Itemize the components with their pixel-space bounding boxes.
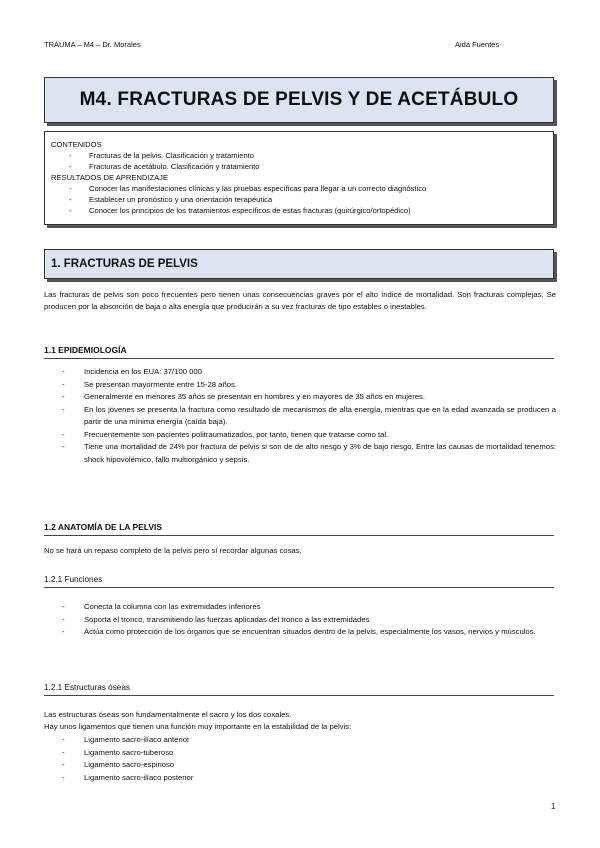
outcome-item-text: Establecer un pronóstico y una orientación terapéutica (89, 195, 273, 204)
section-heading-box (44, 249, 554, 279)
list-item-text: Incidencia en los EUA: 37/100 000 (84, 367, 202, 376)
outcome-item-text: Conocer los principios de los tratamientos específicos de estas fracturas (quirúrgico/ortopédico) (89, 206, 411, 215)
outcome-item: - Conocer los principios de los tratamientos específicos de estas fracturas (quirúrgico/ortopédico) (69, 206, 411, 215)
anatomy-intro: No se hará un repaso completo de la pelvis pero sí recordar algunas cosas. (44, 546, 302, 555)
outcome-item: - Conocer las manifestaciones clínicas y las pruebas específicas para llegar a un correcto diagnóstico (69, 184, 427, 193)
list-item-text: Tiene una mortalidad de 24% por fractura de pelvis si son de de alto riesgo y 3% de bajo riesgo. Entre las causas de mortalidad tenemos: shock hipovolémico, fallo multiorgánico y sepsis. (84, 442, 556, 464)
contents-heading: CONTENIDOS (51, 140, 102, 149)
list-item: - Generalmente en menores 35 años se presentan en hombres y en mayores de 35 años en mujeres. (62, 392, 426, 401)
list-item-text: Ligamento sacro-tuberoso (84, 747, 174, 757)
ligaments-list (44, 734, 556, 784)
subsection-heading-functions: 1.2.1 Funciones (44, 575, 554, 588)
section-heading: 1. FRACTURAS DE PELVIS (51, 258, 198, 270)
contents-item-text: Fracturas de acetábulo. Clasificación y tratamiento (89, 162, 260, 171)
outcome-item: - Establecer un pronóstico y una orientación terapéutica (69, 195, 273, 204)
list-item-text: Conecta la columna con las extremidades inferiores (84, 602, 261, 611)
list-item: - Tiene una mortalidad de 24% por fractura de pelvis si son de de alto riesgo y 3% de bajo riesgo. Entre las causas de mortalidad tenemos: shock hipovolémico, fallo multiorgánico y sepsis. (62, 442, 556, 464)
subsection-heading-anatomy: 1.2 ANATOMÍA DE LA PELVIS (44, 522, 554, 536)
contents-item: - Fracturas de acetábulo. Clasificación y tratamiento (69, 162, 260, 171)
list-item-text: Frecuentemente son pacientes politraumatizados, por tanto, tienen que tratarse como tal. (84, 429, 389, 439)
list-item: - Frecuentemente son pacientes politraumatizados, por tanto, tienen que tratarse como tal. (62, 429, 389, 439)
list-item: - En los jóvenes se presenta la fractura como resultado de mecanismos de alta energía, mientras que en la edad avanzada se producen a partir de una mínima energía (caída baja). (62, 404, 556, 426)
list-item: - Ligamento sacro-ilíaco posterior (62, 772, 194, 782)
list-item: - Ligamento sacro-tuberoso (62, 747, 174, 757)
list-item: - Se presentan mayormente entre 15-28 años. (62, 379, 237, 389)
list-item-text: En los jóvenes se presenta la fractura como resultado de mecanismos de alta energía, mientras que en la edad avanzada se producen a partir de una mínima energía (caída baja). (84, 404, 556, 426)
list-item: - Soporta el tronco, transmitiendo las fuerzas aplicadas del tronco a las extremidades (62, 614, 370, 624)
bones-line-2: Hay unos ligamentos que tienen una función muy importante en la estabilidad de la pelvis: (44, 722, 352, 731)
list-item: - Actúa como protección de los órganos que se encuentran situados dentro de la pelvis, especialmente los vasos, nervios y músculos. (62, 627, 536, 636)
page-number: 1 (551, 802, 556, 811)
list-item-text: Generalmente en menores 35 años se presentan en hombres y en mayores de 35 años en mujeres. (84, 392, 426, 401)
subsection-heading-bones: 1.2.1 Estructuras óseas (44, 683, 554, 696)
bones-line-1: Las estructuras óseas son fundamentalmente el sacro y los dos coxales. (44, 710, 292, 719)
functions-list (44, 601, 556, 639)
intro-paragraph: Las fracturas de pelvis son poco frecuentes pero tienen unas consecuencias graves por el alto índice de mortalidad. Son fracturas complejas. Se producen por la absorción de baja o alta energía que producirán a su vez fracturas de tipo estables o inestables. (44, 290, 556, 311)
list-item: - Ligamento sacro-ilíaco anterior (62, 735, 190, 744)
list-item-text: Ligamento sacro-ilíaco anterior (84, 735, 190, 744)
title-box (44, 77, 554, 123)
header-course: TRAUMA – M4 – Dr. Morales (44, 40, 141, 49)
contents-box (44, 131, 554, 225)
outcome-item-text: Conocer las manifestaciones clínicas y las pruebas específicas para llegar a un correcto diagnóstico (89, 184, 427, 193)
contents-item: - Fracturas de la pelvis. Clasificación y tratamiento (69, 151, 255, 160)
outcomes-heading: RESULTADOS DE APRENDIZAJE (51, 173, 169, 182)
list-item: - Conecta la columna con las extremidades inferiores (62, 602, 261, 611)
page-title: M4. FRACTURAS DE PELVIS Y DE ACETÁBULO (79, 89, 519, 110)
contents-item-text: Fracturas de la pelvis. Clasificación y tratamiento (89, 151, 255, 160)
list-item-text: Ligamento sacro-ilíaco posterior (84, 772, 194, 782)
list-item-text: Soporta el tronco, transmitiendo las fuerzas aplicadas del tronco a las extremidades (84, 614, 370, 624)
list-item-text: Se presentan mayormente entre 15-28 años. (84, 379, 237, 389)
list-item: - Incidencia en los EUA: 37/100 000 (62, 367, 202, 376)
epidemiology-list (44, 366, 556, 466)
header-author: Aida Fuentes (455, 40, 500, 49)
list-item-text: Actúa como protección de los órganos que se encuentran situados dentro de la pelvis, especialmente los vasos, nervios y músculos. (84, 627, 536, 636)
list-item: - Ligamento sacro-espinoso (62, 760, 175, 769)
subsection-heading-epidemiology: 1.1 EPIDEMIOLOGÍA (44, 345, 554, 359)
list-item-text: Ligamento sacro-espinoso (84, 760, 175, 769)
